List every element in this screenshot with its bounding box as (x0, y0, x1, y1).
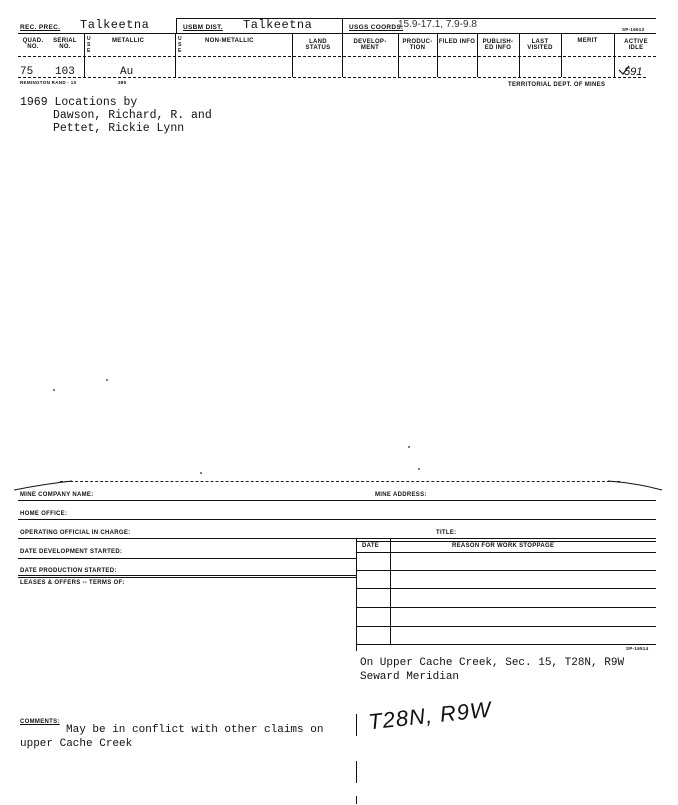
col-published-info: PUBLISH- ED INFO (482, 39, 514, 51)
col-use-1: USE (87, 36, 91, 54)
operating-official-label: OPERATING OFFICIAL IN CHARGE: (20, 530, 131, 536)
date-development-label: DATE DEVELOPMENT STARTED: (20, 549, 123, 555)
col-last-visited: LAST VISITED (527, 39, 553, 51)
col-merit: MERIT (577, 38, 598, 44)
dept-mark: TERRITORIAL DEPT. OF MINES (508, 82, 606, 88)
col-production: PRODUC- TION (402, 39, 433, 51)
remington-mark: REMINGTON RAND - 10 (20, 80, 77, 85)
handwritten-note: T28N, R9W (366, 696, 493, 735)
edge-curve-right (606, 478, 666, 492)
date-col-header: DATE (362, 543, 380, 549)
col-land-status: LAND STATUS (305, 39, 331, 51)
usgs-coords-label: USGS COORDS. (349, 24, 404, 31)
comments-label: COMMENTS: (20, 719, 60, 725)
record-active-idle: 591 (624, 66, 643, 78)
col-filed-info: FILED INFO (438, 39, 476, 45)
home-office-label: HOME OFFICE: (20, 511, 68, 517)
location-line-2: Seward Meridian (360, 671, 460, 683)
notes-line-2: Dawson, Richard, R. and (53, 109, 212, 122)
edge-curve-left (14, 478, 74, 492)
form-number: SP-16513 (622, 27, 645, 32)
check-mark-icon (617, 64, 631, 76)
col-active-idle: ACTIVE IDLE (624, 39, 648, 51)
mine-company-name-label: MINE COMPANY NAME: (20, 492, 94, 498)
usgs-coords-value: 15.9-17.1, 7.9-9.8 (398, 19, 477, 30)
col-metallic: METALLIC (112, 38, 145, 44)
record-serial-no: 103 (55, 66, 75, 78)
usbm-dist-label: USBM DIST. (183, 24, 223, 31)
comments-line-2: upper Cache Creek (20, 738, 133, 750)
record-quad-no: 75 (20, 66, 34, 78)
comments-line-1: May be in conflict with other claims on (66, 724, 324, 736)
code-mark: 385 (118, 80, 127, 85)
col-quad-no: QUAD. NO. (22, 38, 44, 50)
usbm-dist-value: Talkeetna (243, 18, 313, 32)
date-production-label: DATE PRODUCTION STARTED: (20, 568, 117, 574)
location-line-1: On Upper Cache Creek, Sec. 15, T28N, R9W (360, 657, 625, 669)
bottom-form (0, 478, 678, 805)
record-metallic: Au (120, 66, 134, 78)
notes-line-3: Pettet, Rickie Lynn (53, 122, 185, 135)
reason-col-header: REASON FOR WORK STOPPAGE (452, 543, 555, 549)
header-section (0, 0, 678, 100)
title-label: TITLE: (436, 530, 457, 536)
mine-address-label: MINE ADDRESS: (375, 492, 427, 498)
col-use-2: USE (178, 36, 182, 54)
rec-prec-label: REC. PREC. (20, 24, 61, 31)
rec-prec-value: Talkeetna (80, 18, 150, 32)
col-development: DEVELOP- MENT (353, 39, 387, 51)
leases-label: LEASES & OFFERS -- TERMS OF: (20, 580, 125, 586)
col-non-metallic: NON-METALLIC (205, 38, 254, 44)
notes-line-1: 1969 Locations by (20, 96, 138, 109)
col-serial-no: SERIAL NO. (53, 38, 77, 50)
notes-block (20, 96, 212, 135)
form-number-2: SP-16514 (626, 646, 649, 651)
